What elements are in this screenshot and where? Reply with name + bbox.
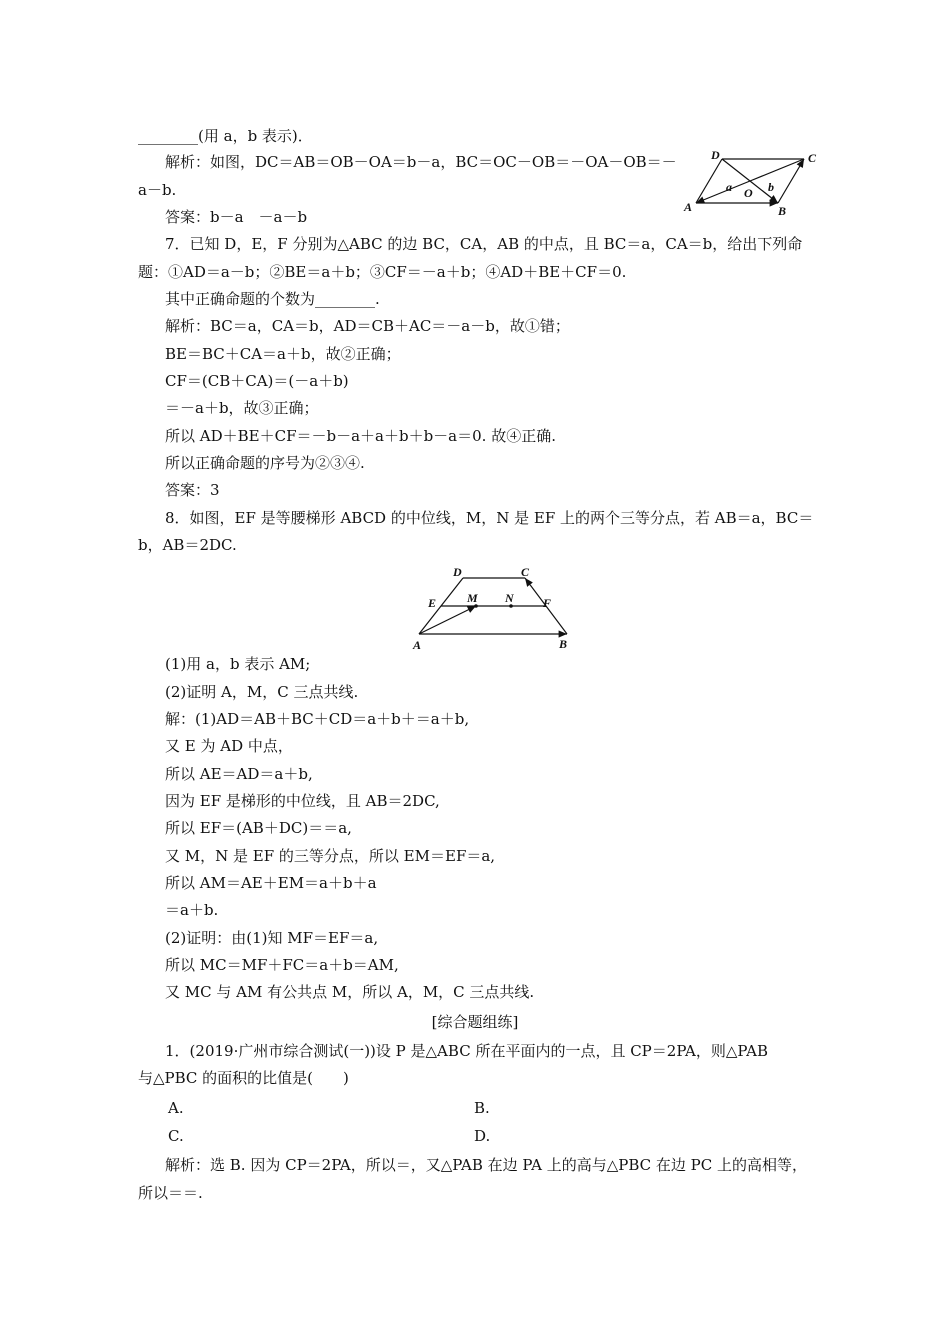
question-7-line: 题：①AD＝a－b；②BE＝a＋b；③CF＝－a＋b；④AD＋BE＋CF＝0.: [138, 263, 627, 281]
question-8-line: b，AB＝2DC.: [138, 536, 237, 554]
label-b-vector: b: [768, 180, 774, 194]
question-1-line: 与△PBC 的面积的比值是( ): [138, 1069, 349, 1087]
option-a: A.: [168, 1099, 184, 1117]
analysis-line: 解析：BC＝a，CA＝b，AD＝CB＋AC＝－a－b，故①错；: [165, 317, 570, 335]
vector-oa: [696, 181, 750, 203]
analysis-line: 所以＝＝.: [138, 1184, 203, 1202]
segment-bc: [778, 159, 804, 203]
label-c: C: [808, 151, 817, 165]
label-o: O: [744, 186, 753, 200]
solution-line: 又 E 为 AD 中点，: [165, 737, 293, 755]
segment-do: [722, 159, 750, 181]
parallelogram-figure: [678, 145, 828, 220]
analysis-line: 所以正确命题的序号为②③④.: [165, 454, 365, 472]
analysis-line: a－b.: [138, 181, 177, 199]
vector-am: [419, 606, 476, 634]
analysis-line: BE＝BC＋CA＝a＋b，故②正确；: [165, 345, 401, 363]
option-d: D.: [474, 1127, 491, 1145]
solution-line: ＝a＋b.: [165, 901, 219, 919]
solution-line: 所以 MC＝MF＋FC＝a＋b＝AM,: [165, 956, 399, 974]
question-7-line: 7．已知 D，E，F 分别为△ABC 的边 BC，CA，AB 的中点，且 BC＝a，CA＝b，给出下列命: [165, 235, 803, 253]
solution-line: 解：(1)AD＝AB＋BC＋CD＝a＋b＋＝a＋b,: [165, 710, 470, 728]
label-a: A: [413, 638, 422, 652]
label-m: M: [467, 591, 478, 605]
solution-line: 所以 AE＝AD＝a＋b,: [165, 765, 313, 783]
label-n: N: [505, 591, 514, 605]
segment-oc: [750, 159, 804, 181]
question-1-line: 1．(2019·广州市综合测试(一))设 P 是△ABC 所在平面内的一点，且 CP＝2PA，则△PAB: [165, 1042, 768, 1060]
analysis-line: ＝－a＋b，故③正确；: [165, 399, 319, 417]
answer-blank-line: ________(用 a，b 表示)．: [138, 127, 313, 145]
analysis-line: CF＝(CB＋CA)＝(－a＋b): [165, 372, 349, 390]
question-7-line: 其中正确命题的个数为________.: [165, 290, 380, 308]
label-f: F: [543, 596, 552, 610]
solution-line: 因为 EF 是梯形的中位线，且 AB＝2DC,: [165, 792, 440, 810]
option-b: B.: [474, 1099, 490, 1117]
label-a-vector: a: [726, 180, 732, 194]
label-d: D: [711, 148, 720, 162]
trapezoid-figure: [405, 562, 585, 654]
question-8-line: 8．如图，EF 是等腰梯形 ABCD 的中位线，M，N 是 EF 上的两个三等分点，若 AB＝a，BC＝: [165, 509, 814, 527]
question-8-part: (2)证明 A，M，C 三点共线.: [165, 683, 359, 701]
analysis-line: 解析：选 B. 因为 CP＝2PA，所以＝，又△PAB 在边 PA 上的高与△PBC 在边 PC 上的高相等，: [165, 1156, 807, 1174]
solution-line: (2)证明：由(1)知 MF＝EF＝a,: [165, 929, 379, 947]
option-c: C.: [168, 1127, 184, 1145]
label-a: A: [684, 200, 693, 214]
section-heading: [综合题组练]: [431, 1013, 519, 1031]
label-b: B: [778, 204, 787, 218]
answer-line: 答案：b－a －a－b: [165, 208, 308, 226]
solution-line: 所以 AM＝AE＋EM＝a＋b＋a: [165, 874, 377, 892]
analysis-line: 所以 AD＋BE＋CF＝－b－a＋a＋b＋b－a＝0. 故④正确.: [165, 427, 556, 445]
label-e: E: [428, 596, 437, 610]
question-8-part: (1)用 a，b 表示 AM;: [165, 655, 311, 673]
solution-line: 所以 EF＝(AB＋DC)＝＝a,: [165, 819, 352, 837]
segment-da: [696, 159, 722, 203]
analysis-line: 解析：如图，DC＝AB＝OB－OA＝b－a，BC＝OC－OB＝－OA－OB＝－: [165, 153, 677, 171]
label-c: C: [521, 565, 530, 579]
label-d: D: [453, 565, 462, 579]
solution-line: 又 M，N 是 EF 的三等分点，所以 EM＝EF＝a,: [165, 847, 496, 865]
solution-line: 又 MC 与 AM 有公共点 M，所以 A，M，C 三点共线.: [165, 983, 535, 1001]
label-b: B: [559, 637, 568, 651]
answer-line: 答案：3: [165, 481, 220, 499]
